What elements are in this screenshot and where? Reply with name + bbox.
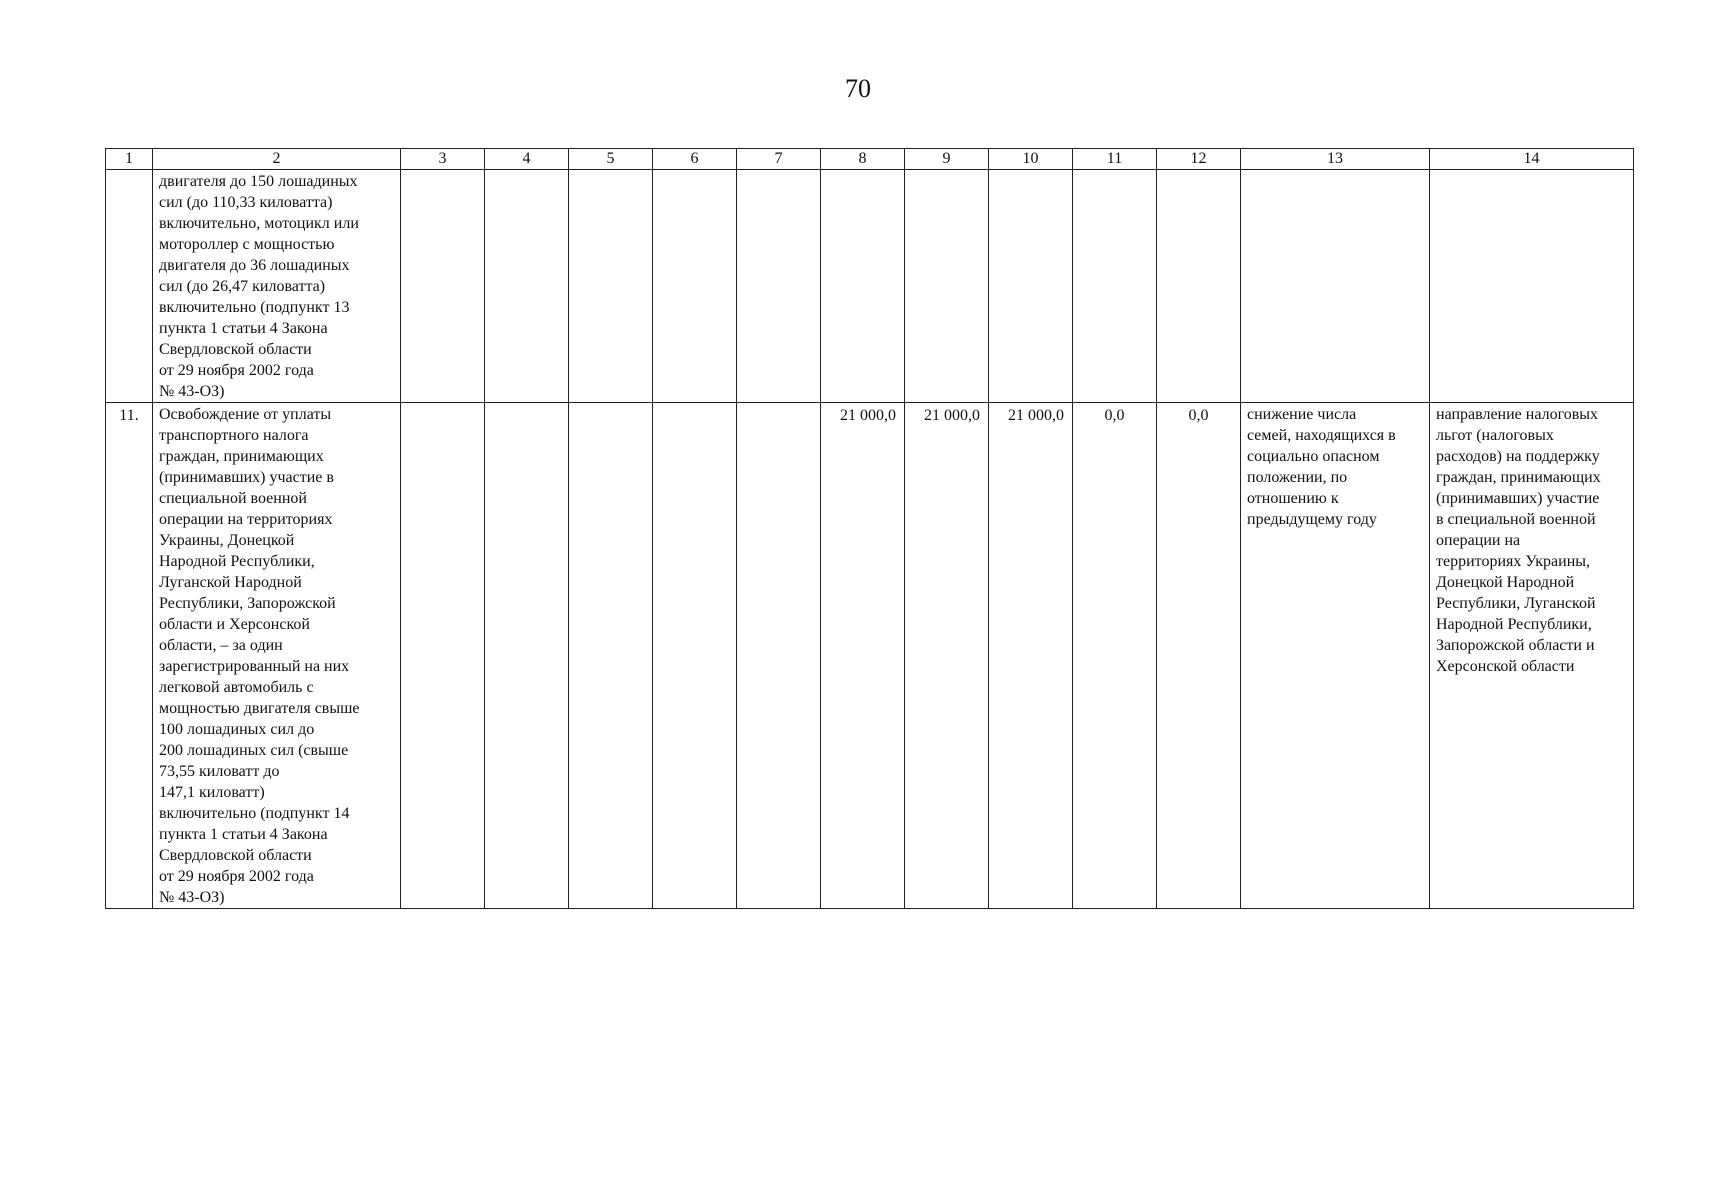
description-cell [153,403,401,909]
benefit-description: двигателя до 150 лошадиных сил (до 110,33 киловатта) включительно, мотоцикл или мотороллер с мощностью двигателя до 36 лошадиных сил (до 26,47 киловатта) включительно (подпункт 13 пункта 1 статьи 4 Закона Свердловской области от 29 ноября 2002 года № 43-ОЗ) [159,173,359,400]
col9-cell [905,403,989,909]
col9-value: 21 000,0 [924,407,980,424]
description-cell [153,170,401,403]
col5-cell [569,170,653,403]
table-row [106,170,1634,403]
col10-value: 21 000,0 [1008,407,1064,424]
column-header: 6 [653,149,737,170]
row-number: 11. [119,407,139,424]
col12-value: 0,0 [1188,407,1209,424]
col12-cell [1157,403,1241,909]
col11-value: 0,0 [1104,407,1125,424]
col8-cell [821,403,905,909]
col8-value: 21 000,0 [840,407,896,424]
column-header: 2 [153,149,401,170]
page-number: 70 [845,74,871,103]
col7-cell [737,170,821,403]
benefit-purpose [1430,170,1633,171]
col11-cell [1073,403,1157,909]
benefit-description: Освобождение от уплаты транспортного налога граждан, принимающих (принимавших) участие в специальной военной операции на территориях Украины, Донецкой Народной Республики, Луганской Народной Республики, Запорожской области и Херсонской области, – за один зарегистрированный на них легковой автомобиль с мощностью двигателя свыше 100 лошадиных сил до 200 лошадиных сил (свыше 73,55 киловатт до 147,1 киловатт) включительно (подпункт 14 пункта 1 статьи 4 Закона Свердловской области от 29 ноября 2002 года № 43-ОЗ) [159,406,360,906]
col6-value [653,170,736,172]
col9-value [905,170,988,172]
table-row [106,403,1634,909]
col9-cell [905,170,989,403]
row-number-cell [106,403,153,909]
column-header: 1 [106,149,153,170]
col11-value [1073,170,1156,172]
col4-cell [485,170,569,403]
effectiveness-indicator: снижение числа семей, находящихся в социально опасном положении, по отношению к предыдущему году [1247,406,1396,528]
col4-value [485,403,568,405]
column-header: 4 [485,149,569,170]
column-header: 13 [1241,149,1430,170]
col5-cell [569,403,653,909]
column-header: 7 [737,149,821,170]
indicator-cell [1241,170,1430,403]
benefit-purpose: направление налоговых льгот (налоговых расходов) на поддержку граждан, принимающих (принимавших) участие в специальной военной операции на территориях Украины, Донецкой Народной Республики, Луганской Народной Республики, Запорожской области и Херсонской области [1436,406,1601,675]
col4-cell [485,403,569,909]
column-header: 11 [1073,149,1157,170]
col3-cell [401,403,485,909]
col11-cell [1073,170,1157,403]
row-number [106,170,152,172]
col10-cell [989,403,1073,909]
col6-cell [653,170,737,403]
col3-value [401,170,484,172]
purpose-cell [1430,170,1634,403]
effectiveness-indicator [1241,170,1429,171]
header-row [106,149,1634,170]
column-header: 9 [905,149,989,170]
col3-value [401,403,484,405]
column-header: 8 [821,149,905,170]
col8-value [821,170,904,172]
col12-value [1157,170,1240,172]
column-header: 5 [569,149,653,170]
col7-value [737,170,820,172]
col10-cell [989,170,1073,403]
col12-cell [1157,170,1241,403]
col6-cell [653,403,737,909]
col8-cell [821,170,905,403]
col5-value [569,403,652,405]
col10-value [989,170,1072,172]
column-header: 3 [401,149,485,170]
col6-value [653,403,736,405]
purpose-cell [1430,403,1634,909]
col7-cell [737,403,821,909]
col4-value [485,170,568,172]
col3-cell [401,170,485,403]
col7-value [737,403,820,405]
indicator-cell [1241,403,1430,909]
column-header: 10 [989,149,1073,170]
col5-value [569,170,652,172]
row-number-cell [106,170,153,403]
benefits-table [105,148,1634,909]
column-header: 12 [1157,149,1241,170]
column-header: 14 [1430,149,1634,170]
